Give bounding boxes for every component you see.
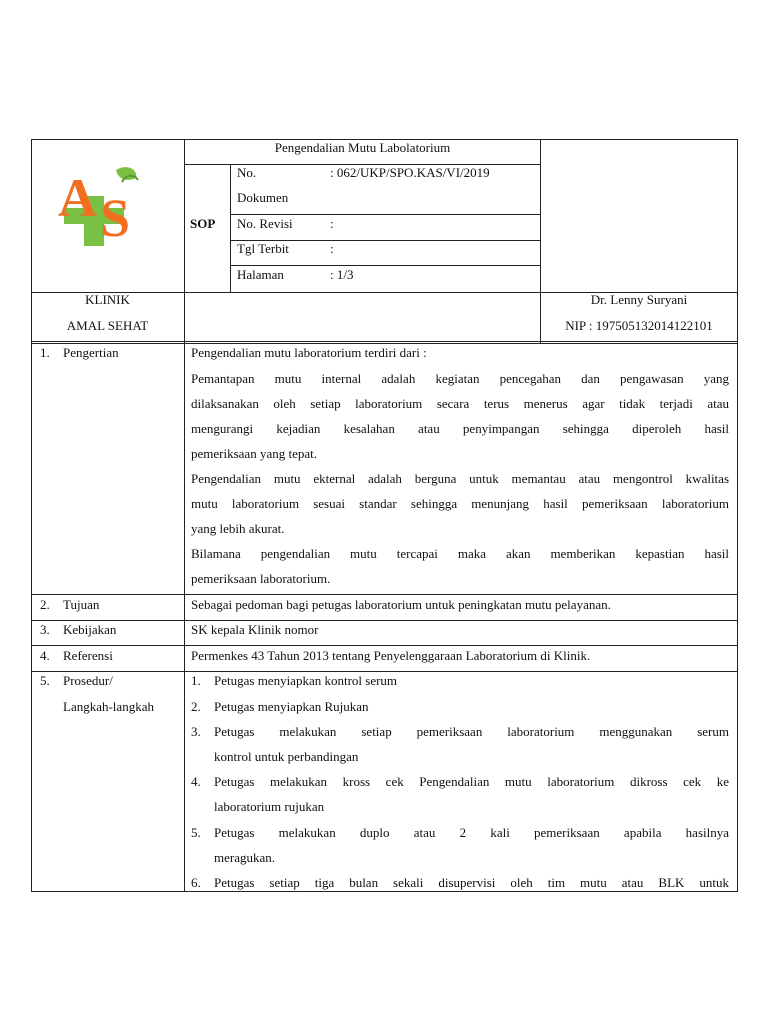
clinic-name-line1: KLINIK <box>85 292 130 307</box>
referensi-text: Permenkes 43 Tahun 2013 tentang Penyelenggaraan Laboratorium di Klinik. <box>191 648 591 663</box>
step-line: meragukan. <box>214 850 276 865</box>
paragraph-line: mutu laboratorium sesuai standar sehingga menunjang hasil pemeriksaan laboratorium <box>191 496 729 511</box>
section-label: Pengertian <box>63 345 119 360</box>
paragraph-line: dilaksanakan oleh setiap laboratorium secara terus menerus agar tidak terjadi atau <box>191 396 729 411</box>
section-label: Tujuan <box>63 597 100 612</box>
step-text <box>214 769 729 819</box>
signer-nip: NIP : 197505132014122101 <box>565 318 713 333</box>
paragraph-line: pemeriksaan laboratorium. <box>191 571 331 586</box>
field-label-no: No. <box>237 165 257 180</box>
field-value-revisi: : <box>330 216 334 231</box>
step-line: Petugas setiap tiga bulan sekali disupervisi oleh tim mutu atau BLK untuk <box>214 875 729 890</box>
clinic-name-line2: AMAL SEHAT <box>66 318 149 333</box>
document-title: Pengendalian Mutu Labolatorium <box>274 140 451 155</box>
paragraph-line: pemeriksaan yang tepat. <box>191 446 317 461</box>
clinic-logo <box>56 164 142 248</box>
step-line: Petugas melakukan duplo atau 2 kali pemeriksaan apabila hasilnya <box>214 825 729 840</box>
step-line: kontrol untuk perbandingan <box>214 749 359 764</box>
svg-text:A: A <box>58 168 97 228</box>
as-logo-icon <box>56 164 142 248</box>
section-number: 2. <box>40 597 50 612</box>
pengertian-paragraph-conclusion <box>191 541 729 591</box>
step-line: laboratorium rujukan <box>214 799 325 814</box>
paragraph-line: yang lebih akurat. <box>191 521 285 536</box>
paragraph-line: Pengendalian mutu ekternal adalah berguna untuk memantau atau mengontrol kwalitas <box>191 471 729 486</box>
step-text: Petugas menyiapkan kontrol serum <box>214 673 398 688</box>
step-text <box>214 719 729 769</box>
step-text: Petugas menyiapkan Rujukan <box>214 699 369 714</box>
field-label-revisi: No. Revisi <box>237 216 293 231</box>
paragraph-line: mengurangi kejadian kesalahan atau penyimpangan sehingga diperoleh hasil <box>191 421 729 436</box>
field-label-terbit: Tgl Terbit <box>237 241 289 256</box>
field-value-no: : 062/UKP/SPO.KAS/VI/2019 <box>330 165 490 180</box>
section-label-2: Langkah-langkah <box>63 699 154 714</box>
section-number: 4. <box>40 648 50 663</box>
step-number: 6. <box>191 875 201 890</box>
section-number: 5. <box>40 673 50 688</box>
section-number: 3. <box>40 622 50 637</box>
sop-label: SOP <box>190 216 216 231</box>
tujuan-text: Sebagai pedoman bagi petugas laboratorium untuk peningkatan mutu pelayanan. <box>191 597 611 612</box>
paragraph-line: Pemantapan mutu internal adalah kegiatan pencegahan dan pengawasan yang <box>191 371 729 386</box>
section-label: Referensi <box>63 648 113 663</box>
step-number: 4. <box>191 774 201 789</box>
field-label-dokumen: Dokumen <box>237 190 289 205</box>
section-label: Prosedur/ <box>63 673 113 688</box>
step-number: 3. <box>191 724 201 739</box>
step-number: 5. <box>191 825 201 840</box>
pengertian-intro: Pengendalian mutu laboratorium terdiri dari : <box>191 345 427 360</box>
field-value-halaman: : 1/3 <box>330 267 354 282</box>
step-text <box>214 870 729 895</box>
step-line: Petugas melakukan setiap pemeriksaan laboratorium menggunakan serum <box>214 724 729 739</box>
step-text <box>214 820 729 870</box>
signer-name: Dr. Lenny Suryani <box>590 292 688 307</box>
pengertian-paragraph-internal <box>191 366 729 466</box>
step-number: 2. <box>191 699 201 714</box>
section-number: 1. <box>40 345 50 360</box>
svg-text:S: S <box>100 188 131 248</box>
kebijakan-text: SK kepala Klinik nomor <box>191 622 319 637</box>
pengertian-paragraph-external <box>191 466 729 541</box>
section-label: Kebijakan <box>63 622 117 637</box>
paragraph-line: Bilamana pengendalian mutu tercapai maka akan memberikan kepastian hasil <box>191 546 729 561</box>
field-value-terbit: : <box>330 241 334 256</box>
step-number: 1. <box>191 673 201 688</box>
step-line: Petugas melakukan kross cek Pengendalian mutu laboratorium dikross cek ke <box>214 774 729 789</box>
field-label-halaman: Halaman <box>237 267 284 282</box>
